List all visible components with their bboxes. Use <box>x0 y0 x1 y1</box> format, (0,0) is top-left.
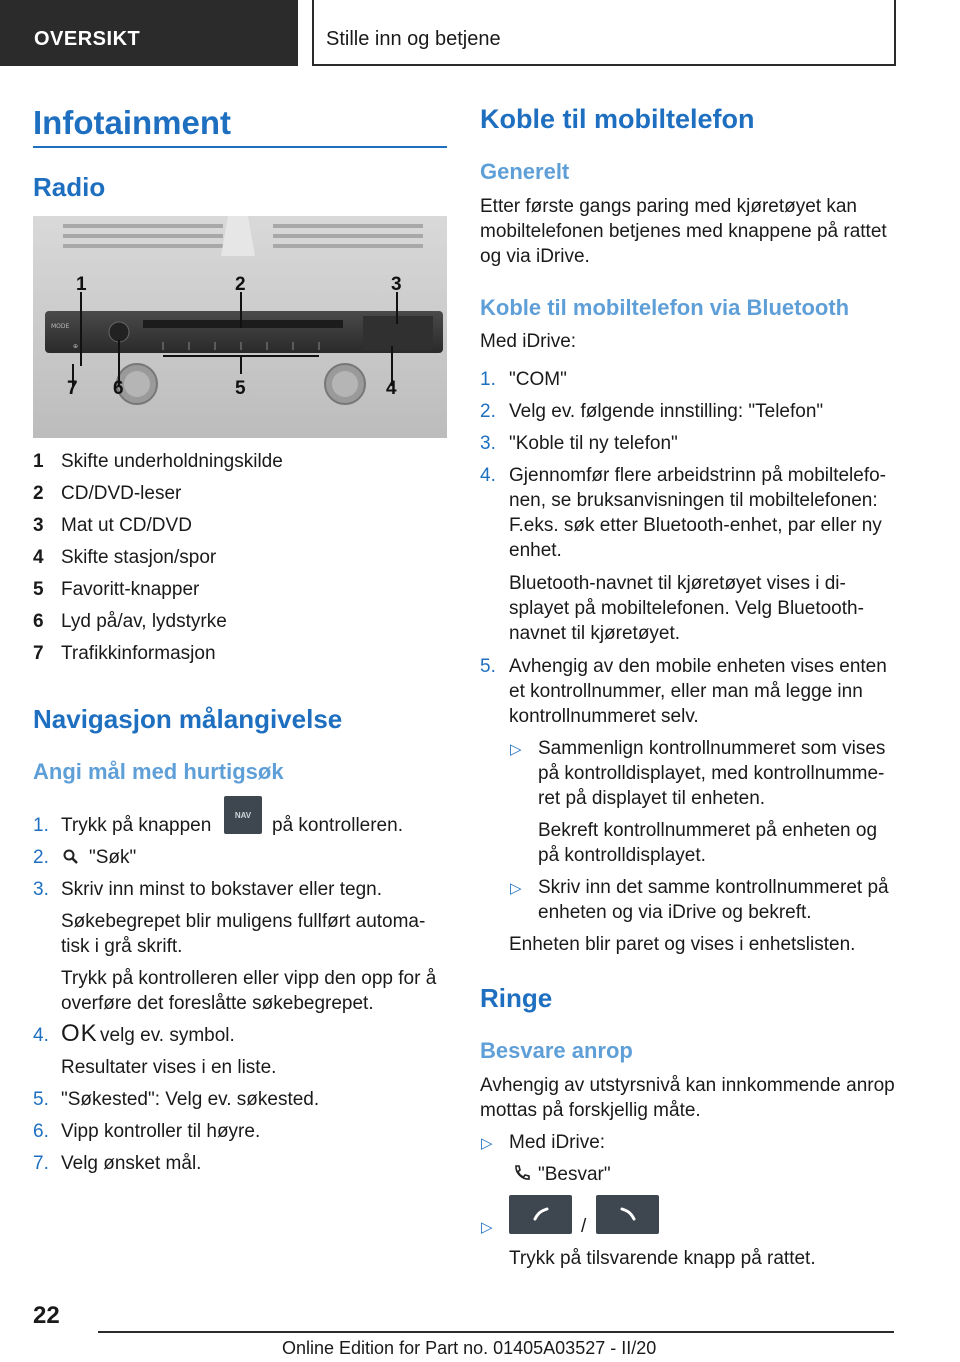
callout-1: 1 <box>76 274 87 295</box>
step-number: 5. <box>33 1089 49 1110</box>
general-text: og via iDrive. <box>480 246 590 267</box>
general-text: mobiltelefonen betjenes med knappene på rattet <box>480 221 887 242</box>
step-detail: tisk i grå skrift. <box>61 936 183 957</box>
step-text: Avhengig av den mobile enheten vises enten <box>509 656 887 677</box>
step-text: "Søkested": Velg ev. søkested. <box>61 1089 320 1110</box>
phone-handset-icon <box>512 1163 532 1188</box>
step-text: Velg ev. følgende innstilling: "Telefon" <box>509 401 824 422</box>
step-text: velg ev. symbol. <box>100 1025 235 1046</box>
answer-call-heading: Besvare anrop <box>480 1038 633 1063</box>
nav-button-label: NAV <box>234 810 252 820</box>
bullet-text: Sammenlign kontrollnummeret som vises <box>538 738 886 759</box>
step-text: "COM" <box>509 369 567 390</box>
step-text: et kontrollnummer, eller man må legge inn <box>509 681 863 702</box>
step-number: 4. <box>480 465 496 486</box>
pairing-result: Enheten blir paret og vises i enhetslisten. <box>509 934 856 955</box>
step-text: enhet. <box>509 540 562 561</box>
legend-text: CD/DVD-leser <box>61 483 182 504</box>
chapter-tab <box>312 0 896 66</box>
idrive-intro: Med iDrive: <box>480 331 577 352</box>
callout-4: 4 <box>386 378 397 399</box>
callout-7: 7 <box>67 378 78 399</box>
step-text: kontrollnummeret selv. <box>509 706 699 727</box>
step-detail: Trykk på kontrolleren eller vipp den opp for å <box>61 968 437 989</box>
bullet-text: enheten og via iDrive og bekreft. <box>538 902 812 923</box>
step-number: 5. <box>480 656 496 677</box>
legend-num: 4 <box>33 547 44 568</box>
bullet-text: Med iDrive: <box>509 1132 606 1153</box>
slash-separator: / <box>581 1216 587 1237</box>
legend-text: Skifte underholdningskilde <box>61 451 283 472</box>
general-heading: Generelt <box>480 159 570 184</box>
infotainment-title: Infotainment <box>33 104 231 141</box>
bullet-triangle: ▷ <box>510 880 522 897</box>
step-text: Gjennomfør flere arbeidstrinn på mobiltelefo- <box>509 465 887 486</box>
radio-panel-illustration <box>33 216 447 438</box>
answer-option: "Besvar" <box>538 1164 611 1185</box>
step-detail: overføre det foreslåtte søkebegrepet. <box>61 993 374 1014</box>
general-text: Etter første gangs paring med kjøretøyet kan <box>480 196 857 217</box>
step-number: 6. <box>33 1121 49 1142</box>
magnifier-icon <box>62 848 80 871</box>
svg-text:⊕: ⊕ <box>73 343 79 350</box>
step-detail: Resultater vises i en liste. <box>61 1057 277 1078</box>
step-number: 1. <box>33 815 49 836</box>
legend-num: 3 <box>33 515 44 536</box>
edition-footer: Online Edition for Part no. 01405A03527 - II/20 <box>282 1338 657 1358</box>
bluetooth-heading: Koble til mobiltelefon via Bluetooth <box>480 295 850 320</box>
callout-6: 6 <box>113 378 124 399</box>
step-text: Trykk på knappen <box>61 815 212 836</box>
step-number: 1. <box>480 369 496 390</box>
legend-num: 6 <box>33 611 44 632</box>
step-text: Skriv inn minst to bokstaver eller tegn. <box>61 879 383 900</box>
bullet-text: på kontrolldisplayet, med kontrollnumme- <box>538 763 885 784</box>
chapter-label: Stille inn og betjene <box>326 28 501 50</box>
legend-text: Favoritt-knapper <box>61 579 200 600</box>
bullet-detail: Trykk på tilsvarende knapp på rattet. <box>509 1248 816 1269</box>
step-number: 2. <box>480 401 496 422</box>
legend-num: 5 <box>33 579 44 600</box>
steering-phone-button-icon <box>596 1195 659 1234</box>
step-text: Vipp kontroller til høyre. <box>61 1121 261 1142</box>
legend-num: 2 <box>33 483 44 504</box>
step-number: 3. <box>480 433 496 454</box>
callout-5: 5 <box>235 378 246 399</box>
bullet-detail: på kontrolldisplayet. <box>538 845 706 866</box>
step-number: 3. <box>33 879 49 900</box>
section-label: OVERSIKT <box>34 28 141 50</box>
legend-num: 7 <box>33 643 44 664</box>
callout-3: 3 <box>391 274 402 295</box>
callout-2: 2 <box>235 274 246 295</box>
svg-text:MODE: MODE <box>51 323 70 330</box>
step-text: på kontrolleren. <box>272 815 403 836</box>
bullet-text: Skriv inn det samme kontrollnummeret på <box>538 877 889 898</box>
step-text: F.eks. søk etter Bluetooth-enhet, par eller ny <box>509 515 882 536</box>
step-text: nen, se bruksanvisningen til mobiltelefonen: <box>509 490 878 511</box>
page-header <box>0 0 960 66</box>
bullet-triangle: ▷ <box>481 1135 493 1152</box>
step-text: Velg ønsket mål. <box>61 1153 202 1174</box>
step-detail: Søkebegrepet blir muligens fullført automa- <box>61 911 426 932</box>
bullet-text: ret på displayet til enheten. <box>538 788 766 809</box>
radio-panel-photo <box>33 216 447 438</box>
footer-rule <box>98 1331 894 1333</box>
legend-text: Lyd på/av, lydstyrke <box>61 611 227 632</box>
steering-answer-button-icon <box>509 1195 572 1234</box>
legend-text: Skifte stasjon/spor <box>61 547 217 568</box>
bullet-detail: Bekreft kontrollnummeret på enheten og <box>538 820 878 841</box>
section-tab <box>0 0 298 66</box>
ok-icon: OK <box>61 1020 98 1047</box>
radio-heading: Radio <box>33 172 106 202</box>
title-rule <box>33 146 447 148</box>
step-detail: navnet til kjøretøyet. <box>509 623 681 644</box>
mobile-phone-title: Koble til mobiltelefon <box>480 104 755 134</box>
step-detail: splayet på mobiltelefonen. Velg Bluetooth- <box>509 598 864 619</box>
nav-button-icon <box>224 796 262 834</box>
bullet-triangle: ▷ <box>481 1219 493 1236</box>
legend-text: Mat ut CD/DVD <box>61 515 192 536</box>
navigation-heading: Navigasjon målangivelse <box>33 704 343 734</box>
step-number: 7. <box>33 1153 49 1174</box>
page-number: 22 <box>33 1302 60 1329</box>
answer-text: Avhengig av utstyrsnivå kan innkommende anrop <box>480 1075 895 1096</box>
step-number: 4. <box>33 1025 49 1046</box>
legend-text: Trafikkinformasjon <box>61 643 216 664</box>
bullet-triangle: ▷ <box>510 741 522 758</box>
ringe-heading: Ringe <box>480 983 553 1013</box>
quicksearch-heading: Angi mål med hurtigsøk <box>33 759 284 784</box>
step-number: 2. <box>33 847 49 868</box>
legend-num: 1 <box>33 451 44 472</box>
step-text: "Søk" <box>89 847 137 868</box>
step-text: "Koble til ny telefon" <box>509 433 678 454</box>
answer-text: mottas på forskjellig måte. <box>480 1100 701 1121</box>
step-detail: Bluetooth-navnet til kjøretøyet vises i di- <box>509 573 846 594</box>
